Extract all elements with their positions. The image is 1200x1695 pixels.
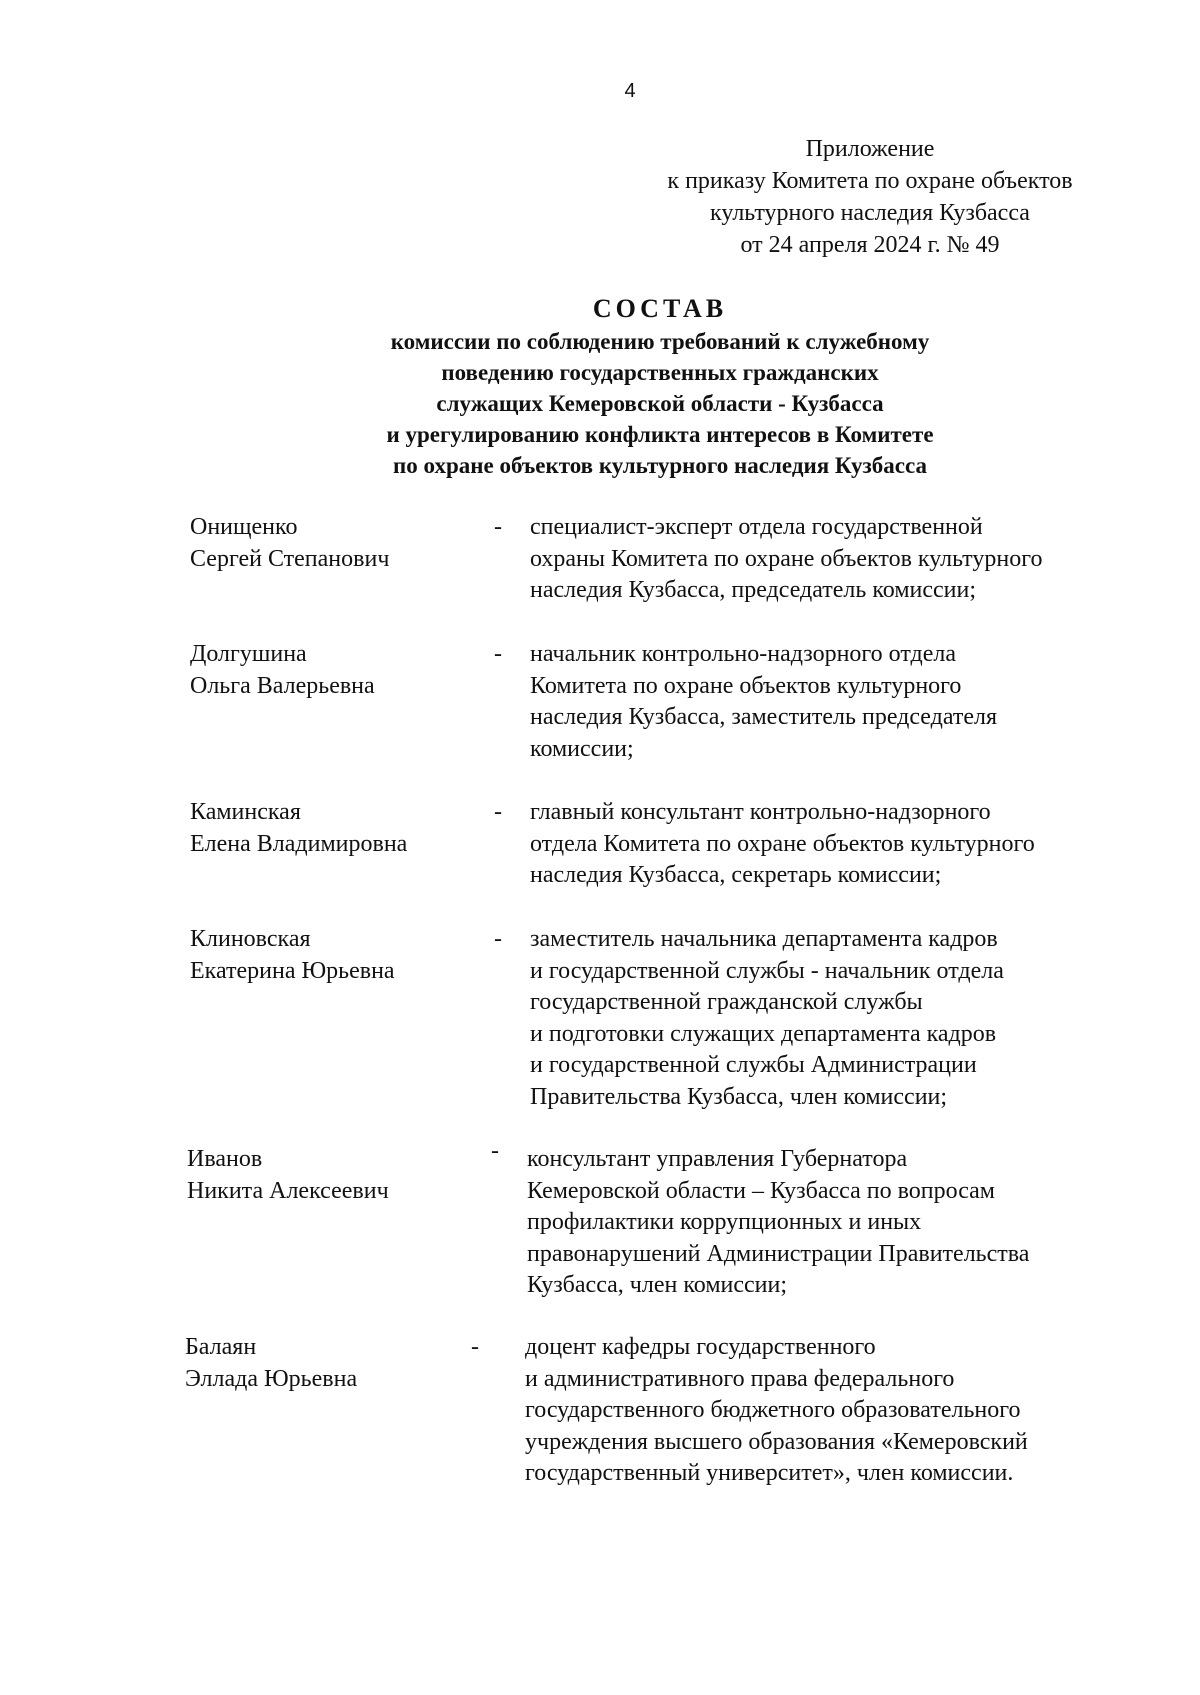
member-given-names: Сергей Степанович <box>190 545 390 572</box>
description-line: доцент кафедры государственного <box>525 1334 876 1360</box>
member-entry <box>185 1332 1125 1492</box>
member-dash: - <box>471 1334 479 1360</box>
description-line: заместитель начальника департамента кадров <box>530 926 998 952</box>
member-dash: - <box>491 1138 499 1164</box>
member-surname: Долгушина <box>190 641 307 667</box>
member-entry <box>187 1138 1127 1304</box>
member-name <box>185 1332 485 1395</box>
member-given-names: Елена Владимировна <box>190 830 408 857</box>
description-line: охраны Комитета по охране объектов культурного <box>530 545 1043 572</box>
appendix-line: культурного наследия Кузбасса <box>710 200 1030 226</box>
description-line: учреждения высшего образования «Кемеровский <box>525 1428 1028 1455</box>
description-line: и подготовки служащих департамента кадров <box>530 1020 997 1047</box>
description-line: государственный университет», член комиссии. <box>525 1460 1014 1486</box>
member-description <box>530 924 1130 1113</box>
description-line: государственной гражданской службы <box>530 989 923 1015</box>
description-line: наследия Кузбасса, председатель комиссии; <box>530 577 977 603</box>
member-surname: Каминская <box>190 799 301 825</box>
title-line: служащих Кемеровской области - Кузбасса <box>436 391 884 416</box>
description-line: главный консультант контрольно-надзорного <box>530 799 991 825</box>
description-line: и государственной службы Администрации <box>530 1052 977 1078</box>
member-description <box>530 639 1130 765</box>
member-given-names: Ольга Валерьевна <box>190 672 375 699</box>
member-surname: Клиновская <box>190 926 311 952</box>
description-line: государственного бюджетного образовательного <box>525 1397 1021 1423</box>
member-name <box>187 1144 487 1207</box>
member-description <box>530 512 1130 607</box>
member-surname: Онищенко <box>190 514 298 540</box>
description-line: наследия Кузбасса, секретарь комиссии; <box>530 862 942 888</box>
member-description <box>525 1332 1125 1490</box>
description-line: и административного права федерального <box>525 1365 955 1392</box>
description-line: Правительства Кузбасса, член комиссии; <box>530 1083 948 1110</box>
description-line: консультант управления Губернатора <box>527 1146 908 1172</box>
member-name <box>190 639 490 702</box>
member-entry <box>190 639 1130 769</box>
member-entry <box>190 797 1130 897</box>
description-line: начальник контрольно-надзорного отдела <box>530 641 957 667</box>
member-name <box>190 797 490 860</box>
description-line: специалист-эксперт отдела государственной <box>530 514 983 540</box>
description-line: Кузбасса, член комиссии; <box>527 1272 788 1298</box>
description-line: наследия Кузбасса, заместитель председателя <box>530 704 998 730</box>
member-dash: - <box>494 926 502 952</box>
description-line: Кемеровской области – Кузбасса по вопросам <box>527 1177 995 1204</box>
title-main: СОСТАВ <box>592 294 728 323</box>
member-entry <box>190 924 1130 1114</box>
member-given-names: Никита Алексеевич <box>187 1177 389 1204</box>
member-surname: Балаян <box>185 1334 257 1360</box>
member-description <box>530 797 1130 892</box>
member-dash: - <box>494 641 502 667</box>
member-name <box>190 924 490 987</box>
title-line: по охране объектов культурного наследия Кузбасса <box>393 453 927 478</box>
document-title <box>250 292 1070 481</box>
member-surname: Иванов <box>187 1146 263 1172</box>
page-number: 4 <box>624 80 636 102</box>
title-subtitle <box>250 326 1070 481</box>
member-given-names: Эллада Юрьевна <box>185 1365 358 1392</box>
title-line: поведению государственных гражданских <box>441 360 879 385</box>
title-line: и урегулированию конфликта интересов в Комитете <box>386 422 934 447</box>
appendix-line: Приложение <box>805 136 935 162</box>
title-line: комиссии по соблюдению требований к служебному <box>390 329 930 354</box>
description-line: отдела Комитета по охране объектов культурного <box>530 830 1035 857</box>
appendix-line: к приказу Комитета по охране объектов <box>667 168 1073 194</box>
description-line: и государственной службы - начальник отдела <box>530 957 1004 984</box>
member-description <box>527 1144 1127 1302</box>
member-name <box>190 512 490 575</box>
description-line: правонарушений Администрации Правительства <box>527 1240 1030 1267</box>
member-dash: - <box>494 514 502 540</box>
description-line: комиссии; <box>530 735 634 762</box>
appendix-line: от 24 апреля 2024 г. № 49 <box>740 232 1000 258</box>
member-dash: - <box>494 799 502 825</box>
member-given-names: Екатерина Юрьевна <box>190 957 395 984</box>
appendix-header <box>620 133 1120 261</box>
description-line: Комитета по охране объектов культурного <box>530 672 962 699</box>
description-line: профилактики коррупционных и иных <box>527 1209 922 1235</box>
member-entry <box>190 512 1130 612</box>
